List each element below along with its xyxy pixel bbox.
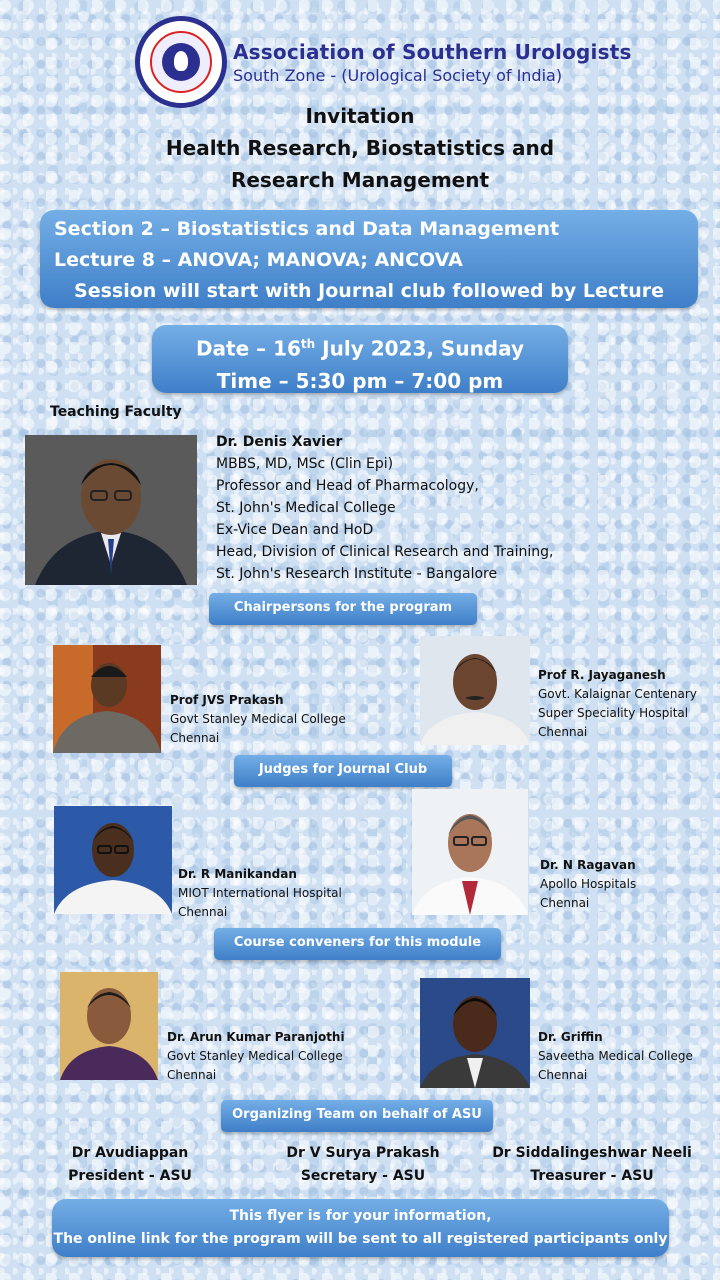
chairperson-left-line: Govt Stanley Medical College	[170, 712, 346, 726]
chairperson-right-photo	[420, 636, 530, 745]
organizing-team-label: Organizing Team on behalf of ASU	[221, 1100, 493, 1132]
convener-right-line: Chennai	[538, 1068, 588, 1082]
team-member-president	[40, 1142, 220, 1188]
chairperson-left-photo	[53, 645, 161, 753]
judge-left-line: MIOT International Hospital	[178, 886, 342, 900]
conveners-label: Course conveners for this module	[214, 928, 501, 960]
faculty-line: Ex-Vice Dean and HoD	[216, 522, 374, 538]
faculty-name: Dr. Denis Xavier	[216, 434, 343, 450]
faculty-line: Head, Division of Clinical Research and Training,	[216, 544, 554, 560]
faculty-line: St. John's Research Institute - Bangalore	[216, 566, 498, 582]
judge-left-photo	[54, 806, 172, 914]
session-note: Session will start with Journal club followed by Lecture	[74, 280, 664, 302]
date-time-box	[152, 325, 568, 393]
teaching-faculty-heading: Teaching Faculty	[50, 404, 182, 420]
chairpersons-label: Chairpersons for the program	[209, 593, 477, 625]
person-photo-icon	[54, 806, 172, 914]
lecture-line: Lecture 8 – ANOVA; MANOVA; ANCOVA	[54, 249, 463, 271]
person-photo-icon	[420, 636, 530, 745]
chairperson-right-details	[538, 666, 697, 742]
section-line: Section 2 – Biostatistics and Data Management	[54, 218, 560, 240]
judge-left-details	[178, 865, 342, 922]
convener-left-details	[167, 1028, 345, 1085]
faculty-photo	[25, 435, 197, 585]
section-info-box	[40, 210, 698, 308]
convener-right-details	[538, 1028, 693, 1085]
team-member-role: Secretary - ASU	[300, 1168, 426, 1184]
judge-right-line: Apollo Hospitals	[540, 877, 637, 891]
org-subtitle: South Zone - (Urological Society of India)	[233, 66, 563, 85]
convener-left-photo	[60, 972, 158, 1080]
chairperson-left-line: Chennai	[170, 731, 220, 745]
logo-ring	[150, 31, 212, 93]
team-member-name: Dr V Surya Prakash	[286, 1145, 440, 1161]
team-member-treasurer	[488, 1142, 696, 1188]
chairperson-right-line: Super Speciality Hospital	[538, 706, 689, 720]
program-title-line1: Health Research, Biostatistics and	[165, 136, 555, 160]
judge-left-line: Chennai	[178, 905, 228, 919]
convener-right-line: Saveetha Medical College	[538, 1049, 693, 1063]
person-photo-icon	[25, 435, 197, 585]
judge-right-name: Dr. N Ragavan	[540, 858, 636, 872]
judges-label: Judges for Journal Club	[234, 755, 452, 787]
faculty-line: MBBS, MD, MSc (Clin Epi)	[216, 456, 394, 472]
person-photo-icon	[420, 978, 530, 1088]
convener-left-line: Chennai	[167, 1068, 217, 1082]
convener-right-name: Dr. Griffin	[538, 1030, 603, 1044]
convener-right-photo	[420, 978, 530, 1088]
judge-left-name: Dr. R Manikandan	[178, 867, 297, 881]
org-name: Association of Southern Urologists	[233, 40, 632, 64]
person-photo-icon	[60, 972, 158, 1080]
program-title-line2: Research Management	[230, 168, 490, 192]
judge-right-line: Chennai	[540, 896, 590, 910]
footer-line: This flyer is for your information,	[229, 1208, 492, 1224]
person-photo-icon	[53, 645, 161, 753]
team-member-secretary	[270, 1142, 456, 1188]
invitation-heading: Invitation	[305, 104, 415, 128]
team-member-name: Dr Siddalingeshwar Neeli	[492, 1145, 692, 1161]
chairperson-left-details	[170, 691, 346, 748]
team-member-name: Dr Avudiappan	[71, 1145, 189, 1161]
date-line: Date – 16th July 2023, Sunday	[195, 336, 525, 361]
team-member-role: Treasurer - ASU	[530, 1168, 654, 1184]
asu-logo	[135, 16, 227, 108]
faculty-line: Professor and Head of Pharmacology,	[216, 478, 479, 494]
chairperson-right-name: Prof R. Jayaganesh	[538, 668, 666, 682]
judge-right-photo	[412, 789, 528, 915]
time-line: Time – 5:30 pm – 7:00 pm	[216, 368, 504, 393]
chairperson-right-line: Govt. Kalaignar Centenary	[538, 687, 697, 701]
team-member-role: President - ASU	[68, 1168, 192, 1184]
person-photo-icon	[412, 789, 528, 915]
convener-left-name: Dr. Arun Kumar Paranjothi	[167, 1030, 345, 1044]
convener-left-line: Govt Stanley Medical College	[167, 1049, 343, 1063]
footer-line: The online link for the program will be sent to all registered participants only	[53, 1231, 668, 1247]
faculty-details	[216, 431, 553, 585]
faculty-line: St. John's Medical College	[216, 500, 396, 516]
chairperson-left-name: Prof JVS Prakash	[170, 693, 284, 707]
judge-right-details	[540, 856, 636, 913]
footer-notice	[52, 1199, 669, 1257]
kidney-emblem-icon	[162, 43, 200, 81]
chairperson-right-line: Chennai	[538, 725, 588, 739]
